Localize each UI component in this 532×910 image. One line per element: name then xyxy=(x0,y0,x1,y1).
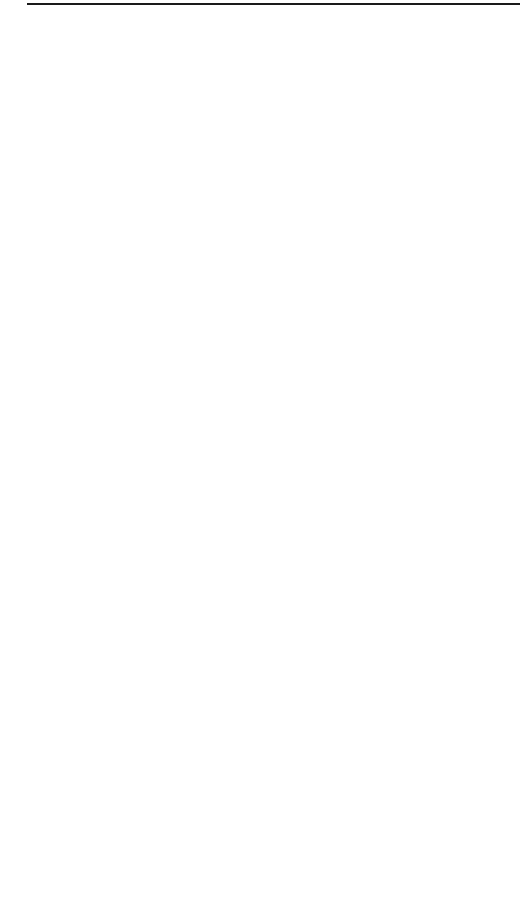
chronology-table xyxy=(27,4,520,5)
